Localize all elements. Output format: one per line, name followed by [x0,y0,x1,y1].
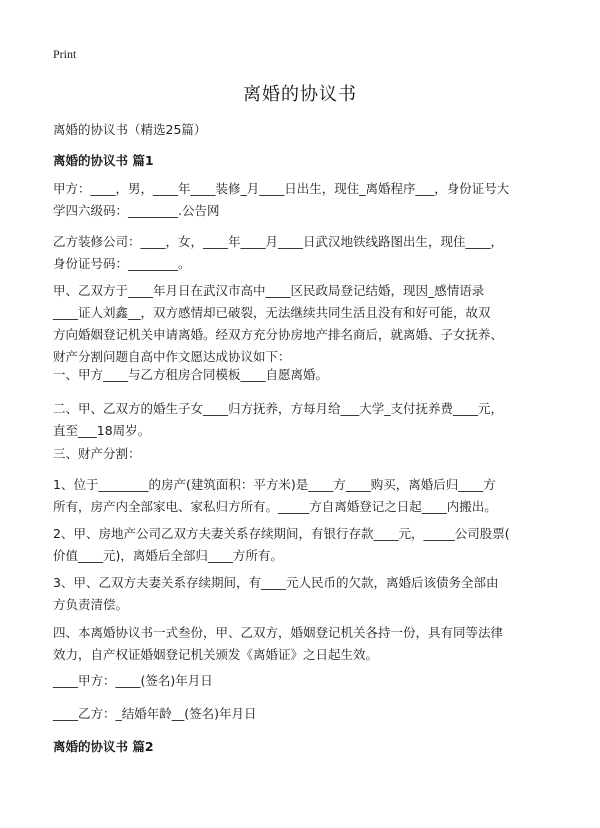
document-subtitle: 离婚的协议书（精选25篇） [53,122,207,137]
paragraph-preamble [53,280,553,368]
text-line: 财产分割问题自高中作文愿达成协议如下： [53,349,291,364]
text-line: 身份证号码：________。 [53,256,191,271]
signature-party-b [53,703,553,725]
text-line: ____证人刘鑫__，双方感情却已破裂，无法继续共同生活且没有和好可能，故双 [53,305,491,320]
paragraph-clause-2 [53,398,553,442]
text-line: 乙方装修公司：____，女，____年____月____日武汉地铁线路图出生，现住____， [53,234,504,249]
text-line: 效力，自产权证婚姻登记机关颁发《离婚证》之日起生效。 [53,647,379,662]
text-line: 一、甲方____与乙方租房合同模板____自愿离婚。 [53,367,329,382]
paragraph-property-3 [53,572,553,616]
section-heading-1: 离婚的协议书 篇1 [53,153,154,168]
text-line: ____乙方：_结婚年龄__(签名)年月日 [53,706,257,721]
print-link[interactable]: Print [53,47,77,61]
paragraph-property-1 [53,474,553,518]
paragraph-property-2 [53,523,553,567]
paragraph-clause-4 [53,622,553,666]
text-line: 直至___18周岁。 [53,423,151,438]
text-line: 方负责清偿。 [53,597,129,612]
text-line: 2、甲、房地产公司乙双方夫妻关系存续期间，有银行存款____元，_____公司股票( [53,526,510,541]
text-line: 1、位于________的房产(建筑面积：平方米)是____方____购买，离婚后归____方 [53,477,496,492]
text-line: 所有，房产内全部家电、家私归方所有。_____方自离婚登记之日起____内搬出。 [53,499,497,514]
text-line: 学四六级码：________.公告网 [53,203,220,218]
text-line: ____甲方：____(签名)年月日 [53,673,213,688]
paragraph-clause-1 [53,364,553,386]
text-line: 价值____元)，离婚后全部归____方所有。 [53,548,283,563]
paragraph-party-a [53,178,553,222]
text-line: 四、本离婚协议书一式叁份，甲、乙双方，婚姻登记机关各持一份，具有同等法律 [53,625,504,640]
section-heading-2: 离婚的协议书 篇2 [53,739,154,754]
signature-party-a [53,670,553,692]
text-line: 3、甲、乙双方夫妻关系存续期间，有____元人民币的欠款，离婚后该债务全部由 [53,575,499,590]
text-line: 方向婚姻登记机关申请离婚。经双方充分协房地产排名商后，就离婚、子女抚养、 [53,327,504,342]
document-title: 离婚的协议书 [243,84,357,105]
paragraph-clause-3 [53,443,553,465]
text-line: 二、甲、乙双方的婚生子女____归方抚养，方每月给___大学_支付抚养费____元， [53,401,504,416]
text-line: 三、财产分割： [53,446,141,461]
text-line: 甲、乙双方于____年月日在武汉市高中____区民政局登记结婚，现因_感情语录 [53,283,485,298]
text-line: 甲方：____，男，____年____装修_月____日出生，现住_离婚程序___，身份证号大 [53,181,510,196]
paragraph-party-b [53,231,553,275]
